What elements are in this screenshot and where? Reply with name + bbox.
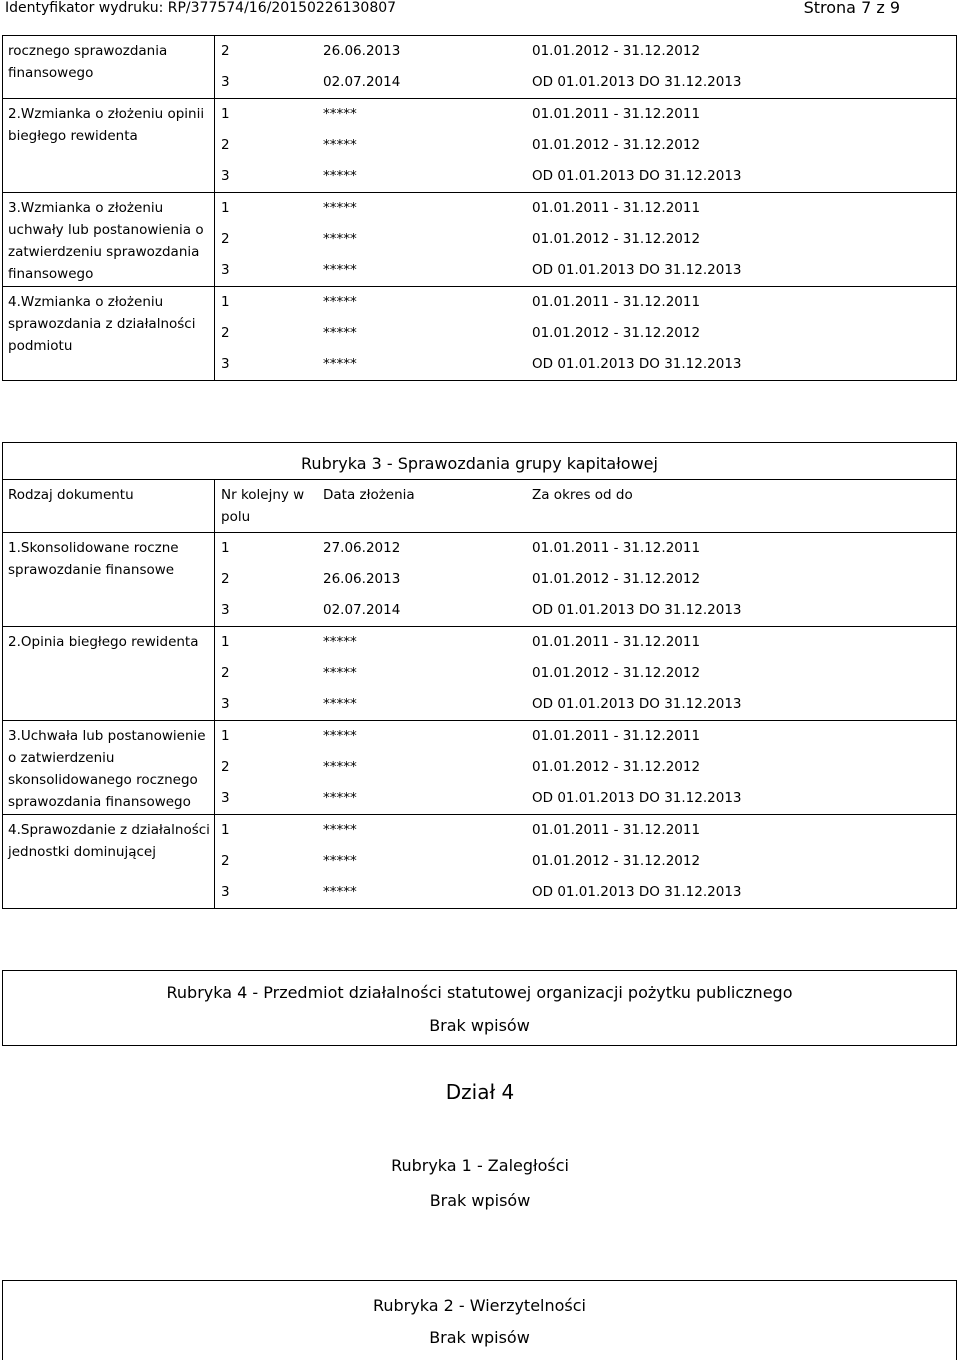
entry-row (215, 318, 956, 349)
section-title-dzial4: Dział 4 (445, 1080, 515, 1104)
submission-date: ***** (323, 696, 357, 712)
rubryka1-empty: Brak wpisów (429, 1191, 531, 1210)
submission-date: ***** (323, 137, 357, 153)
submission-date: ***** (323, 884, 357, 900)
submission-date: ***** (323, 325, 357, 341)
submission-date: ***** (323, 262, 357, 278)
entry-number: 1 (221, 634, 230, 650)
header-period: Za okres od do (532, 487, 633, 503)
entry-row (215, 193, 956, 224)
rubryka1-title: Rubryka 1 - Zaległości (391, 1156, 569, 1175)
entry-row (215, 287, 956, 318)
entry-number: 1 (221, 822, 230, 838)
entry-number: 1 (221, 294, 230, 310)
period-range: 01.01.2012 - 31.12.2012 (532, 759, 701, 775)
document-type: 2.Opinia biegłego rewidenta (3, 627, 215, 721)
submission-date: ***** (323, 356, 357, 372)
table-row (3, 36, 957, 99)
period-range: OD 01.01.2013 DO 31.12.2013 (532, 884, 742, 900)
period-range: 01.01.2011 - 31.12.2011 (532, 200, 701, 216)
submission-date: ***** (323, 759, 357, 775)
entry-number: 1 (221, 200, 230, 216)
submission-date: ***** (323, 634, 357, 650)
submission-date: ***** (323, 822, 357, 838)
period-range: 01.01.2011 - 31.12.2011 (532, 634, 701, 650)
entry-number: 3 (221, 884, 230, 900)
period-range: OD 01.01.2013 DO 31.12.2013 (532, 168, 742, 184)
period-range: OD 01.01.2013 DO 31.12.2013 (532, 790, 742, 806)
entry-row (215, 752, 956, 783)
rubryka2-empty: Brak wpisów (429, 1328, 530, 1347)
rubryka3-table (2, 442, 957, 909)
submission-date: 02.07.2014 (323, 74, 401, 90)
table-row (3, 533, 957, 627)
entry-number: 2 (221, 43, 230, 59)
entry-number: 1 (221, 540, 230, 556)
table-row (3, 627, 957, 721)
period-range: OD 01.01.2013 DO 31.12.2013 (532, 356, 742, 372)
entry-number: 2 (221, 325, 230, 341)
period-range: OD 01.01.2013 DO 31.12.2013 (532, 602, 742, 618)
period-range: 01.01.2012 - 31.12.2012 (532, 43, 701, 59)
submission-date: ***** (323, 790, 357, 806)
page-number: Strona 7 z 9 (803, 0, 900, 17)
table-row (3, 287, 957, 381)
document-type: 3.Wzmianka o złożeniu uchwały lub postanowienia o zatwierdzeniu sprawozdania finansowego (3, 193, 215, 287)
entry-number: 3 (221, 262, 230, 278)
entry-row (215, 564, 956, 595)
entry-number: 3 (221, 74, 230, 90)
rubryka3-title: Rubryka 3 - Sprawozdania grupy kapitałowej (3, 443, 957, 480)
entry-row (215, 721, 956, 752)
period-range: 01.01.2011 - 31.12.2011 (532, 822, 701, 838)
period-range: OD 01.01.2013 DO 31.12.2013 (532, 74, 742, 90)
entry-row (215, 533, 956, 564)
period-range: 01.01.2012 - 31.12.2012 (532, 325, 701, 341)
period-range: OD 01.01.2013 DO 31.12.2013 (532, 262, 742, 278)
entry-number: 3 (221, 602, 230, 618)
entry-number: 2 (221, 571, 230, 587)
print-identifier: Identyfikator wydruku: RP/377574/16/20150226130807 (5, 0, 397, 16)
rubryka2-box (2, 1280, 957, 1360)
entry-row (215, 99, 956, 130)
period-range: 01.01.2012 - 31.12.2012 (532, 137, 701, 153)
entry-number: 2 (221, 759, 230, 775)
period-range: 01.01.2011 - 31.12.2011 (532, 540, 701, 556)
entry-row (215, 877, 956, 908)
period-range: 01.01.2012 - 31.12.2012 (532, 571, 701, 587)
entry-number: 2 (221, 137, 230, 153)
submission-date: ***** (323, 231, 357, 247)
period-range: 01.01.2012 - 31.12.2012 (532, 665, 701, 681)
entry-number: 2 (221, 665, 230, 681)
submission-date: 27.06.2012 (323, 540, 401, 556)
entry-number: 2 (221, 231, 230, 247)
submission-date: ***** (323, 665, 357, 681)
table-row (3, 815, 957, 909)
entry-row (215, 658, 956, 689)
table-row (3, 721, 957, 815)
document-type: 1.Skonsolidowane roczne sprawozdanie finansowe (3, 533, 215, 627)
rubryka4-box (2, 970, 957, 1046)
entry-row (215, 36, 956, 67)
document-type: 2.Wzmianka o złożeniu opinii biegłego rewidenta (3, 99, 215, 193)
submission-date: ***** (323, 168, 357, 184)
document-type: 4.Sprawozdanie z działalności jednostki dominującej (3, 815, 215, 909)
entry-row (215, 130, 956, 161)
document-type: 3.Uchwała lub postanowienie o zatwierdzeniu skonsolidowanego rocznego sprawozdania finansowego (3, 721, 215, 815)
submission-date: 26.06.2013 (323, 43, 401, 59)
entry-row (215, 595, 956, 626)
top-documents-table (2, 35, 957, 381)
header-date: Data złożenia (323, 487, 415, 503)
entry-number: 3 (221, 168, 230, 184)
period-range: OD 01.01.2013 DO 31.12.2013 (532, 696, 742, 712)
entry-number: 3 (221, 790, 230, 806)
submission-date: ***** (323, 853, 357, 869)
document-type: rocznego sprawozdania finansowego (3, 36, 215, 99)
entry-row (215, 161, 956, 192)
period-range: 01.01.2011 - 31.12.2011 (532, 294, 701, 310)
submission-date: 02.07.2014 (323, 602, 401, 618)
entry-number: 3 (221, 356, 230, 372)
period-range: 01.01.2012 - 31.12.2012 (532, 231, 701, 247)
header-nr: Nr kolejny w polu (221, 487, 305, 525)
entry-number: 3 (221, 696, 230, 712)
entry-row (215, 67, 956, 98)
submission-date: ***** (323, 728, 357, 744)
submission-date: ***** (323, 106, 357, 122)
rubryka4-title: Rubryka 4 - Przedmiot działalności statutowej organizacji pożytku publicznego (166, 983, 793, 1002)
document-type: 4.Wzmianka o złożeniu sprawozdania z działalności podmiotu (3, 287, 215, 381)
entry-row (215, 815, 956, 846)
header-doc: Rodzaj dokumentu (3, 480, 215, 533)
entry-row (215, 224, 956, 255)
submission-date: ***** (323, 294, 357, 310)
entry-row (215, 349, 956, 380)
entry-row (215, 689, 956, 720)
entry-number: 2 (221, 853, 230, 869)
period-range: 01.01.2011 - 31.12.2011 (532, 106, 701, 122)
table-row (3, 99, 957, 193)
period-range: 01.01.2012 - 31.12.2012 (532, 853, 701, 869)
entry-row (215, 255, 956, 286)
entry-row (215, 846, 956, 877)
period-range: 01.01.2011 - 31.12.2011 (532, 728, 701, 744)
entry-row (215, 627, 956, 658)
rubryka4-empty: Brak wpisów (429, 1016, 530, 1035)
entry-number: 1 (221, 728, 230, 744)
entry-number: 1 (221, 106, 230, 122)
submission-date: 26.06.2013 (323, 571, 401, 587)
submission-date: ***** (323, 200, 357, 216)
entry-row (215, 783, 956, 814)
table-row (3, 193, 957, 287)
rubryka2-title: Rubryka 2 - Wierzytelności (372, 1296, 586, 1315)
